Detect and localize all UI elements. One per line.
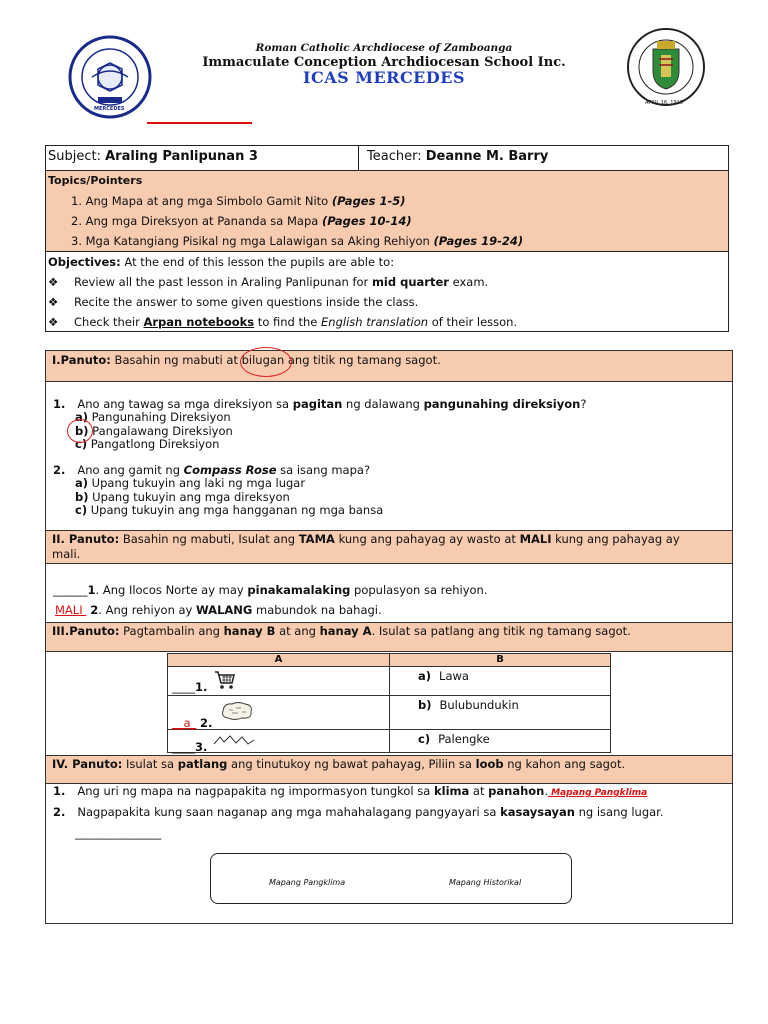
table-row: ____1. a) Lawa (168, 667, 611, 696)
teacher-value: Deanne M. Barry (425, 149, 549, 164)
answer-choices-box (210, 853, 572, 904)
topic-item: 3. Mga Katangiang Pisikal ng mga Lalawigan sa Aking Rehiyon (Pages 19-24) (71, 234, 524, 248)
teacher-field (367, 149, 548, 164)
mountain-icon (212, 732, 258, 751)
written-answer: Mapang Pangklima (548, 788, 648, 798)
answer-blank[interactable]: ______ (53, 583, 88, 597)
subject-value: Araling Panlipunan 3 (105, 149, 258, 164)
part1-header: I.Panuto: Basahin ng mabuti at bilugan ang titik ng tamang sagot. (46, 351, 732, 382)
part2-header: II. Panuto: Basahin ng mabuti, Isulat ang TAMA kung ang pahayag ay wasto at MALI kung ang pahayag ay mali. (46, 530, 732, 564)
objective-item: ❖ Review all the past lesson in Araling Panlipunan for mid quarter exam. (48, 275, 489, 289)
tama-mali-item-2: MALI 2. Ang rehiyon ay WALANG mabundok na bahagi. (55, 603, 382, 617)
diamond-bullet-icon: ❖ (48, 275, 59, 289)
identification-item-2: 2. Nagpapakita kung saan naganap ang mga mahahalagang pangyayari sa kasaysayan ng isang lugar. (53, 805, 664, 819)
school-logo-banner: MERCEDES (94, 106, 125, 112)
identification-item-1: 1. Ang uri ng mapa na nagpapakita ng impormasyon tungkol sa klima at panahon. Mapang Pangklima (53, 784, 648, 798)
part4-header: IV. Panuto: Isulat sa patlang ang tinutukoy ng bawat pahayag, Piliin sa loob ng kahon ang sagot. (46, 755, 732, 784)
column-b-header: B (390, 654, 611, 667)
teacher-label: Teacher: (367, 149, 422, 164)
diamond-bullet-icon: ❖ (48, 315, 59, 329)
answer-blank[interactable]: _______________ (75, 826, 162, 840)
cart-icon (214, 670, 236, 693)
choice-mapang-historikal: Mapang Historikal (449, 878, 522, 887)
archdiocese-name: Roman Catholic Archdiocese of Zamboanga (255, 42, 513, 54)
choice-a[interactable]: a) Upang tukuyin ang laki ng mga lugar (75, 476, 306, 490)
objectives-box (45, 251, 729, 332)
lake-icon (220, 700, 254, 725)
circle-answer-annotation (67, 419, 93, 443)
objective-item: ❖ Recite the answer to some given questions inside the class. (48, 295, 419, 309)
circle-annotation (240, 347, 292, 377)
table-row: __a_ 2. b) Bulubundukin (168, 696, 611, 730)
subject-label: Subject: (48, 149, 101, 164)
archdiocese-logo-date: APRIL 16, 1910 (645, 100, 684, 106)
choice-b[interactable]: b) Upang tukuyin ang mga direksyon (75, 490, 290, 504)
topics-box (45, 170, 729, 252)
info-box (45, 145, 729, 171)
objectives-intro: Objectives: At the end of this lesson the pupils are able to: (48, 255, 395, 269)
column-a-header: A (168, 654, 390, 667)
question-2: 2. Ano ang gamit ng Compass Rose sa isang mapa? (53, 463, 371, 477)
choice-b[interactable]: b) Pangalawang Direksiyon (75, 424, 233, 438)
red-underline-mark (147, 122, 252, 124)
choice-c[interactable]: c) Pangatlong Direksiyon (75, 437, 220, 451)
topic-item: 2. Ang mga Direksyon at Pananda sa Mapa (Pages 10-14) (71, 214, 412, 228)
choice-mapang-pangklima: Mapang Pangklima (269, 878, 346, 887)
tama-mali-item-1: ______1. Ang Ilocos Norte ay may pinakamalaking populasyon sa rehiyon. (53, 583, 488, 597)
subject-field (48, 149, 258, 164)
school-name: Immaculate Conception Archdiocesan School Inc. (202, 55, 566, 70)
answer-blank[interactable]: ____3. (172, 740, 208, 754)
part3-header: III.Panuto: Pagtambalin ang hanay B at ang hanay A. Isulat sa patlang ang titik ng tamang sagot. (46, 622, 732, 652)
objective-item: ❖ Check their Arpan notebooks to find the English translation of their lesson. (48, 315, 518, 329)
table-row: ____3. c) Palengke (168, 730, 611, 753)
question-1: 1. Ano ang tawag sa mga direksiyon sa pagitan ng dalawang pangunahing direksiyon? (53, 397, 587, 411)
topics-heading: Topics/Pointers (48, 174, 143, 187)
matching-table (167, 653, 611, 753)
choice-a[interactable]: a) Pangunahing Direksiyon (75, 410, 231, 424)
choice-c[interactable]: c) Upang tukuyin ang mga hangganan ng mga bansa (75, 503, 384, 517)
answer-blank[interactable]: ____1. (172, 680, 208, 694)
topic-item: 1. Ang Mapa at ang mga Simbolo Gamit Nito (Pages 1-5) (71, 194, 406, 208)
branch-name: ICAS MERCEDES (302, 68, 465, 87)
answer-blank[interactable]: __a_ 2. (172, 716, 213, 730)
diamond-bullet-icon: ❖ (48, 295, 59, 309)
written-answer: MALI (55, 603, 87, 617)
